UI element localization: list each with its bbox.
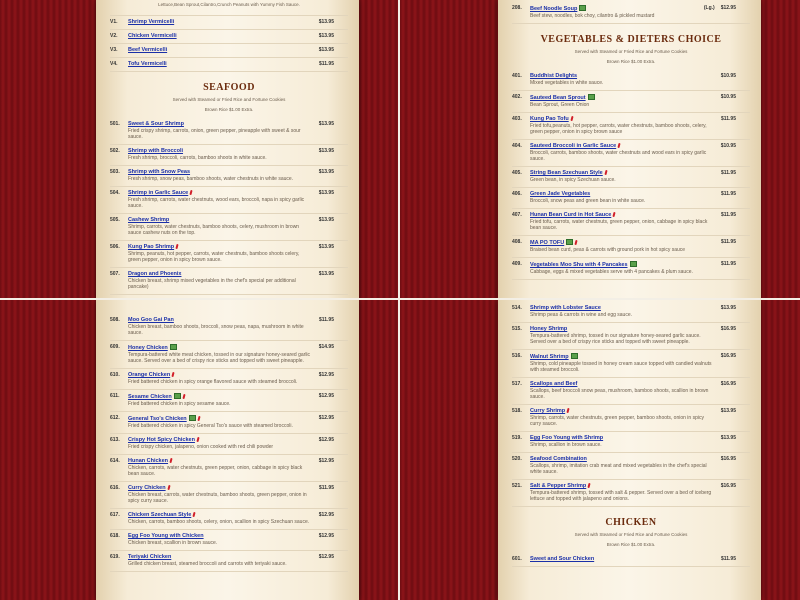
item-price bbox=[721, 116, 736, 122]
item-name-link[interactable]: Tofu Vermicelli bbox=[128, 61, 167, 67]
item-number: 407. bbox=[512, 212, 522, 218]
item-price bbox=[721, 456, 736, 462]
item-name-link[interactable]: Hunan Bean Curd in Hot Sauce bbox=[530, 212, 612, 218]
item-number: 521. bbox=[512, 483, 522, 489]
item-price-value: $12.95 bbox=[318, 372, 334, 378]
item-name-link[interactable]: Orange Chicken bbox=[128, 372, 171, 378]
item-number: 618. bbox=[110, 533, 120, 539]
item-description: Grilled chicken breast, steamed broccoli and carrots with teriyaki sauce. bbox=[128, 561, 287, 567]
spicy-pepper-icon bbox=[196, 437, 199, 442]
item-number: 601. bbox=[512, 556, 522, 562]
item-number: 404. bbox=[512, 143, 522, 149]
menu-item bbox=[110, 118, 348, 145]
spicy-pepper-icon bbox=[167, 485, 170, 490]
menu-item-list bbox=[110, 16, 348, 72]
item-price bbox=[319, 344, 334, 350]
item-price-value: $13.95 bbox=[720, 435, 736, 441]
item-number: 619. bbox=[110, 554, 120, 560]
item-name-link[interactable]: Egg Foo Young with Shrimp bbox=[530, 435, 604, 441]
item-name-link[interactable]: Sauteed Bean Sprout bbox=[530, 95, 586, 101]
item-number: 505. bbox=[110, 217, 120, 223]
vegetarian-icon bbox=[588, 94, 595, 100]
item-price bbox=[319, 437, 334, 443]
spicy-pepper-icon bbox=[172, 372, 175, 377]
item-number: 611. bbox=[110, 393, 120, 399]
item-name-link[interactable]: Scallops and Beef bbox=[530, 381, 578, 387]
item-description: Fresh shrimp, broccoli, carrots, bamboo shoots in white sauce. bbox=[128, 155, 267, 161]
menu-item bbox=[110, 369, 348, 390]
item-number: 504. bbox=[110, 190, 120, 196]
menu-item bbox=[512, 209, 750, 236]
section-header-chicken bbox=[512, 507, 750, 553]
item-price-value: $16.95 bbox=[720, 483, 736, 489]
item-price-value: $13.95 bbox=[318, 148, 334, 154]
item-price-value: $13.95 bbox=[318, 190, 334, 196]
spicy-pepper-icon bbox=[197, 416, 200, 421]
item-number: 401. bbox=[512, 73, 522, 79]
item-price bbox=[721, 305, 736, 311]
item-price bbox=[319, 33, 334, 39]
item-price-value: $12.95 bbox=[318, 393, 334, 399]
item-number: V3. bbox=[110, 47, 118, 53]
item-description: Broccoli, snow peas and green bean in white sauce. bbox=[530, 198, 646, 204]
menu-item-list bbox=[110, 314, 348, 572]
item-description: Green bean, in spicy Szechuan sauce. bbox=[530, 177, 616, 183]
item-price bbox=[704, 5, 736, 11]
item-name-link[interactable]: Dragon and Phoenix bbox=[128, 271, 182, 277]
menu-item bbox=[110, 314, 348, 341]
item-name-link[interactable]: Cashew Shrimp bbox=[128, 217, 170, 223]
item-number: 617. bbox=[110, 512, 120, 518]
item-price bbox=[721, 435, 736, 441]
item-number: 517. bbox=[512, 381, 522, 387]
item-number: V1. bbox=[110, 19, 118, 25]
item-description: Chicken breast, shrimp mixed vegetables in the chef's special per additional pancake) bbox=[128, 278, 296, 290]
menu-page bbox=[96, 300, 359, 600]
menu-item bbox=[110, 214, 348, 241]
item-price bbox=[319, 533, 334, 539]
menu-item bbox=[512, 553, 750, 567]
item-name-link[interactable]: Honey Chicken bbox=[128, 345, 168, 351]
item-description: Shrimp, carrots, water chestnuts, bamboo shoots, celery, mushroom in brown sauce cashew nuts on the top. bbox=[128, 224, 300, 236]
item-price bbox=[721, 170, 736, 176]
item-price bbox=[319, 393, 334, 399]
item-number: 403. bbox=[512, 116, 522, 122]
item-description: Scallops, beef broccoli snow peas, mushroom, bamboo shoots, scallion in brown sauce. bbox=[530, 388, 709, 400]
item-name-link[interactable]: Chicken Szechuan Style bbox=[128, 512, 192, 518]
item-name-link[interactable]: Shrimp with Broccoli bbox=[128, 148, 184, 154]
item-description: Shrimp, carrots, water chestnuts, green pepper, bamboo shoots, onion in spicy curry sauce. bbox=[530, 415, 704, 427]
section-note: Brown Rice $1.00 Extra. bbox=[606, 542, 656, 547]
item-price-value: $13.95 bbox=[318, 121, 334, 127]
item-price-value: $12.95 bbox=[720, 5, 736, 11]
item-price-value: $12.95 bbox=[318, 533, 334, 539]
spicy-pepper-icon bbox=[604, 170, 607, 175]
item-number: 614. bbox=[110, 458, 120, 464]
menu-item bbox=[110, 551, 348, 572]
item-number: V2. bbox=[110, 33, 118, 39]
spicy-pepper-icon bbox=[618, 143, 621, 148]
vegetarian-icon bbox=[170, 344, 177, 350]
item-name-link[interactable]: Green Jade Vegetables bbox=[530, 191, 591, 197]
vegetarian-icon bbox=[630, 261, 637, 267]
item-description: Fried battered chicken in spicy sesame sauce. bbox=[128, 401, 231, 407]
spicy-pepper-icon bbox=[193, 512, 196, 517]
menu-item-list bbox=[512, 553, 750, 567]
item-name-link[interactable]: Curry Chicken bbox=[128, 485, 166, 491]
section-title: SEAFOOD bbox=[203, 82, 255, 93]
item-price-value: $11.95 bbox=[720, 212, 736, 218]
item-price-value: $16.95 bbox=[720, 381, 736, 387]
menu-panel-top-left bbox=[0, 0, 400, 300]
vegetarian-icon bbox=[189, 415, 196, 421]
item-name-link[interactable]: Seafood Combination bbox=[530, 456, 587, 462]
item-description: Chicken breast, scallion in brown sauce. bbox=[128, 540, 218, 546]
menu-item bbox=[512, 432, 750, 453]
item-number: 613. bbox=[110, 437, 120, 443]
item-price bbox=[319, 148, 334, 154]
item-number: 208. bbox=[512, 5, 522, 11]
item-description: Fresh shrimp, snow peas, bamboo shoots, water chestnuts in white sauce. bbox=[128, 176, 294, 182]
item-price bbox=[319, 458, 334, 464]
menu-page bbox=[498, 300, 761, 600]
item-price bbox=[319, 415, 334, 421]
item-price-value: $11.95 bbox=[720, 261, 736, 267]
item-price-value: $10.95 bbox=[720, 143, 736, 149]
item-price bbox=[721, 353, 736, 359]
item-description: Chicken breast, carrots, water chestnuts, bamboo shoots, green pepper, onion in spicy curry sauce. bbox=[128, 492, 307, 504]
item-name-link[interactable]: Sauteed Broccoli in Garlic Sauce bbox=[530, 143, 617, 149]
item-number: 520. bbox=[512, 456, 522, 462]
menu-item-list bbox=[512, 70, 750, 280]
section-subtitle: Served with Steamed or Fried Rice and Fortune Cookies bbox=[574, 532, 688, 537]
section-header-vegetables bbox=[512, 24, 750, 70]
item-price-value: $12.95 bbox=[318, 415, 334, 421]
menu-item bbox=[110, 390, 348, 412]
item-number: 501. bbox=[110, 121, 120, 127]
menu-item bbox=[110, 16, 348, 30]
item-number: 406. bbox=[512, 191, 522, 197]
item-description: Chicken, carrots, bamboo shoots, celery, onion, scallion in spicy Szechuan sauce. bbox=[128, 519, 310, 525]
section-note: Brown Rice $1.00 Extra. bbox=[606, 59, 656, 64]
menu-item bbox=[512, 350, 750, 378]
item-number: 610. bbox=[110, 372, 120, 378]
item-price-value: $16.95 bbox=[720, 353, 736, 359]
menu-item-list bbox=[512, 302, 750, 507]
item-price-value: $13.95 bbox=[318, 271, 334, 277]
item-number: 519. bbox=[512, 435, 522, 441]
item-description: Fried battered chicken in spicy General Tso's sauce with steamed broccoli. bbox=[128, 423, 293, 429]
section-subtitle: Served with Steamed or Fried Rice and Fortune Cookies bbox=[574, 49, 688, 54]
item-price bbox=[721, 261, 736, 267]
item-price bbox=[721, 556, 736, 562]
menu-panel-bottom-right bbox=[400, 300, 800, 600]
item-name-link[interactable]: Shrimp with Lobster Sauce bbox=[530, 305, 601, 311]
item-number: 402. bbox=[512, 94, 522, 100]
vegetarian-icon bbox=[579, 5, 586, 11]
menu-item bbox=[512, 453, 750, 480]
item-price bbox=[319, 554, 334, 560]
item-description: Beef stew, noodles, bok choy, cilantro & pickled mustard bbox=[530, 13, 655, 19]
menu-item bbox=[110, 341, 348, 369]
item-name-link[interactable]: Sesame Chicken bbox=[128, 394, 172, 400]
item-price bbox=[721, 326, 736, 332]
item-number: 409. bbox=[512, 261, 522, 267]
item-description: Shrimp, scallion in brown sauce. bbox=[530, 442, 602, 448]
item-name-link[interactable]: Egg Foo Young with Chicken bbox=[128, 533, 204, 539]
item-name-link[interactable]: Beef Vermicelli bbox=[128, 47, 168, 53]
item-name-link[interactable]: Chicken Vermicelli bbox=[128, 33, 177, 39]
menu-item bbox=[512, 91, 750, 113]
item-price-value: $13.95 bbox=[318, 33, 334, 39]
item-price bbox=[721, 143, 736, 149]
item-price bbox=[319, 121, 334, 127]
item-name-link[interactable]: Kung Pao Shrimp bbox=[128, 244, 175, 250]
menu-page bbox=[498, 0, 761, 300]
menu-item bbox=[512, 188, 750, 209]
item-price bbox=[319, 169, 334, 175]
item-name-link[interactable]: Curry Shrimp bbox=[530, 408, 566, 414]
item-description: Tempura-battered shrimp, tossed in our signature honey-seared garlic sauce. Served over a bed of crispy rice sticks and topped with sweet pineapple. bbox=[530, 333, 701, 345]
menu-item bbox=[110, 166, 348, 187]
item-number: 515. bbox=[512, 326, 522, 332]
item-price bbox=[721, 94, 736, 100]
menu-item bbox=[512, 480, 750, 507]
item-price-value: $11.95 bbox=[720, 239, 736, 245]
item-name-link[interactable]: Hunan Chicken bbox=[128, 458, 169, 464]
item-name-link[interactable]: Sweet and Sour Chicken bbox=[530, 556, 595, 562]
item-number: 516. bbox=[512, 353, 522, 359]
menu-item-list bbox=[512, 2, 750, 24]
item-price-value: $13.95 bbox=[720, 408, 736, 414]
menu-item bbox=[512, 70, 750, 91]
item-number: 503. bbox=[110, 169, 120, 175]
menu-page bbox=[96, 0, 359, 300]
menu-item bbox=[512, 2, 750, 24]
item-price-value: $13.95 bbox=[318, 169, 334, 175]
item-description: Bean Sprout, Green Onion bbox=[530, 102, 590, 108]
item-price-value: $11.95 bbox=[720, 556, 736, 562]
item-price-value: $12.95 bbox=[318, 512, 334, 518]
item-price bbox=[319, 190, 334, 196]
item-name-link[interactable]: Moo Goo Gai Pan bbox=[128, 317, 174, 323]
item-price bbox=[319, 61, 334, 67]
item-price bbox=[319, 47, 334, 53]
menu-item bbox=[110, 241, 348, 268]
menu-item bbox=[512, 258, 750, 280]
menu-item bbox=[110, 58, 348, 72]
menu-item bbox=[110, 482, 348, 509]
menu-item bbox=[110, 412, 348, 434]
item-price-value: $11.95 bbox=[318, 61, 334, 67]
menu-item bbox=[512, 323, 750, 350]
item-price-value: $14.95 bbox=[318, 344, 334, 350]
item-name-link[interactable]: General Tso's Chicken bbox=[128, 416, 187, 422]
item-description: Shrimp, cold pineapple tossed in honey cream sauce topped with candied walnuts with steamed broccoli. bbox=[530, 361, 712, 373]
item-number: 508. bbox=[110, 317, 120, 323]
item-number: 518. bbox=[512, 408, 522, 414]
item-name-link[interactable]: Honey Shrimp bbox=[530, 326, 568, 332]
menu-item bbox=[512, 302, 750, 323]
item-price-value: $12.95 bbox=[318, 554, 334, 560]
item-name-link[interactable]: Shrimp in Garlic Sauce bbox=[128, 190, 189, 196]
spicy-pepper-icon bbox=[176, 244, 179, 249]
item-name-link[interactable]: Salt & Pepper Shrimp bbox=[530, 483, 587, 489]
menu-item bbox=[512, 405, 750, 432]
item-price-value: $11.95 bbox=[720, 170, 736, 176]
menu-item bbox=[110, 434, 348, 455]
item-price bbox=[319, 19, 334, 25]
menu-item bbox=[110, 268, 348, 295]
item-number: 405. bbox=[512, 170, 522, 176]
item-description: Fried crispy chicken, jalapeno, onion cooked with red chili powder bbox=[128, 444, 274, 450]
spicy-pepper-icon bbox=[169, 458, 172, 463]
item-price-value: $11.95 bbox=[720, 191, 736, 197]
item-description: Lettuce,Bean Sprout,Cilantro,Crunch Peanuts with Yummy Fish Sauce. bbox=[110, 0, 348, 16]
menu-item bbox=[110, 530, 348, 551]
spicy-pepper-icon bbox=[588, 483, 591, 488]
item-description: Fried battered chicken in spicy orange flavored sauce with steamed broccoli. bbox=[128, 379, 298, 385]
item-description: Braised bean curd, peas & carrots with ground pork in hot spicy sauce bbox=[530, 247, 686, 253]
item-number: 408. bbox=[512, 239, 522, 245]
spicy-pepper-icon bbox=[567, 408, 570, 413]
item-price-value: $13.95 bbox=[720, 305, 736, 311]
menu-item bbox=[512, 140, 750, 167]
item-name-link[interactable]: Teriyaki Chicken bbox=[128, 554, 172, 560]
item-name-link[interactable]: Vegetables Moo Shu with 4 Pancakes bbox=[530, 262, 628, 268]
item-price-value: $13.95 bbox=[318, 19, 334, 25]
item-price-value: $11.95 bbox=[318, 485, 334, 491]
item-number: 506. bbox=[110, 244, 120, 250]
item-description: Tempura-battered shrimp, tossed with salt & pepper. Served over a bed of iceberg lettuce and topped with jalapeno and onions. bbox=[530, 490, 712, 502]
menu-item bbox=[110, 455, 348, 482]
vegetarian-icon bbox=[571, 353, 578, 359]
item-description: Fried crispy shrimp, carrots, onion, green pepper, pineapple with sweet & sour sauce. bbox=[128, 128, 301, 140]
item-price-value: $13.95 bbox=[318, 217, 334, 223]
section-header-seafood bbox=[110, 72, 348, 118]
menu-item bbox=[110, 145, 348, 166]
item-number: 507. bbox=[110, 271, 120, 277]
item-name-link[interactable]: Shrimp Vermicelli bbox=[128, 19, 175, 25]
item-price bbox=[319, 372, 334, 378]
item-description: Fried tofu, carrots, water chestnuts, green pepper, onion, cabbage in spicy black bean sauce. bbox=[530, 219, 708, 231]
menu-item bbox=[512, 167, 750, 188]
spicy-pepper-icon bbox=[613, 212, 616, 217]
item-price bbox=[721, 483, 736, 489]
item-price-value: $10.95 bbox=[720, 73, 736, 79]
item-price bbox=[721, 73, 736, 79]
item-price bbox=[721, 239, 736, 245]
item-price bbox=[319, 271, 334, 277]
spicy-pepper-icon bbox=[570, 116, 573, 121]
item-description: Fried tofu,peanuts, hot pepper, carrots, water chestnuts, bamboo shoots, celery, green pepper, onion in spicy brown sauce bbox=[530, 123, 707, 135]
spicy-pepper-icon bbox=[575, 240, 578, 245]
item-description: Shrimp, peanuts, hot pepper, carrots, water chestnuts, bamboo shoots celery, green pepper, onion in spicy brown sauce. bbox=[128, 251, 300, 263]
item-price-value: $11.95 bbox=[720, 116, 736, 122]
item-price bbox=[319, 217, 334, 223]
item-size: (Lg.) bbox=[703, 5, 715, 11]
item-description: Cabbage, eggs & mixed vegetables serve with 4 pancakes & plum sauce. bbox=[530, 269, 693, 275]
item-number: 502. bbox=[110, 148, 120, 154]
item-description: Chicken, carrots, water chestnuts, green pepper, onion, cabbage in spicy black bean sauce. bbox=[128, 465, 303, 477]
item-description: Scallops, shrimp, imitation crab meat and mixed vegetables in the chef's special white sauce. bbox=[530, 463, 707, 475]
item-price-value: $12.95 bbox=[318, 458, 334, 464]
menu-item-list bbox=[110, 118, 348, 295]
item-number: 616. bbox=[110, 485, 120, 491]
item-name-link[interactable]: Crispy Hot Spicy Chicken bbox=[128, 437, 195, 443]
section-title: CHICKEN bbox=[605, 517, 657, 528]
item-description: Tempura-battered white meat chicken, tossed in our signature honey-seared garlic sauce. Served over a bed of crispy rice sticks and topped with sweet pineapple. bbox=[128, 352, 311, 364]
item-price bbox=[319, 485, 334, 491]
item-description: Broccoli, carrots, bamboo shoots, water chestnuts and wood ears in spicy garlic sauce. bbox=[530, 150, 707, 162]
item-price bbox=[721, 381, 736, 387]
item-description: Chicken breast, bamboo shoots, broccoli, snow peas, napa, mushroom in white sauce. bbox=[128, 324, 304, 336]
spicy-pepper-icon bbox=[182, 394, 185, 399]
item-price bbox=[319, 244, 334, 250]
item-number: 514. bbox=[512, 305, 522, 311]
item-price-value: $11.95 bbox=[318, 317, 334, 323]
item-price-value: $10.95 bbox=[720, 94, 736, 100]
item-price bbox=[721, 212, 736, 218]
menu-item bbox=[110, 30, 348, 44]
menu-item bbox=[110, 44, 348, 58]
section-title: VEGETABLES & DIETERS CHOICE bbox=[540, 34, 722, 45]
menu-item bbox=[512, 378, 750, 405]
item-name-link[interactable]: Walnut Shrimp bbox=[530, 354, 569, 360]
item-price bbox=[319, 317, 334, 323]
item-name-link[interactable]: Kung Pao Tofu bbox=[530, 116, 569, 122]
menu-panel-top-right bbox=[400, 0, 800, 300]
spicy-pepper-icon bbox=[190, 190, 193, 195]
item-name-link[interactable]: Buddhist Delights bbox=[530, 73, 578, 79]
item-price-value: $13.95 bbox=[318, 244, 334, 250]
menu-item bbox=[110, 509, 348, 530]
menu-item bbox=[512, 236, 750, 258]
item-price bbox=[721, 191, 736, 197]
item-name-link[interactable]: Beef Noodle Soup bbox=[530, 6, 578, 12]
item-name-link[interactable]: Shrimp with Snow Peas bbox=[128, 169, 191, 175]
item-name-link[interactable]: String Bean Szechuan Style bbox=[530, 170, 603, 176]
menu-item bbox=[512, 113, 750, 140]
item-price-value: $16.95 bbox=[720, 326, 736, 332]
section-note: Brown Rice $1.00 Extra. bbox=[204, 107, 254, 112]
item-name-link[interactable]: MA PO TOFU bbox=[530, 240, 565, 246]
item-price bbox=[721, 408, 736, 414]
item-description: Shrimp peas & carrots in wine and egg sauce. bbox=[530, 312, 632, 318]
item-number: 609. bbox=[110, 344, 120, 350]
item-price-value: $12.95 bbox=[318, 437, 334, 443]
vegetarian-icon bbox=[174, 393, 181, 399]
vegetarian-icon bbox=[566, 239, 573, 245]
menu-item bbox=[110, 187, 348, 214]
menu-panel-bottom-left bbox=[0, 300, 400, 600]
item-number: 612. bbox=[110, 415, 120, 421]
item-description: Mixed vegetables in white sauce. bbox=[530, 80, 604, 86]
item-price-value: $16.95 bbox=[720, 456, 736, 462]
item-price-value: $13.95 bbox=[318, 47, 334, 53]
item-description: Fresh shrimp, carrots, water chestnuts, wood ears, broccoli, napa in spicy garlic sauce. bbox=[128, 197, 305, 209]
item-price bbox=[319, 512, 334, 518]
item-number: V4. bbox=[110, 61, 118, 67]
item-name-link[interactable]: Sweet & Sour Shrimp bbox=[128, 121, 184, 127]
section-subtitle: Served with Steamed or Fried Rice and Fortune Cookies bbox=[172, 97, 286, 102]
